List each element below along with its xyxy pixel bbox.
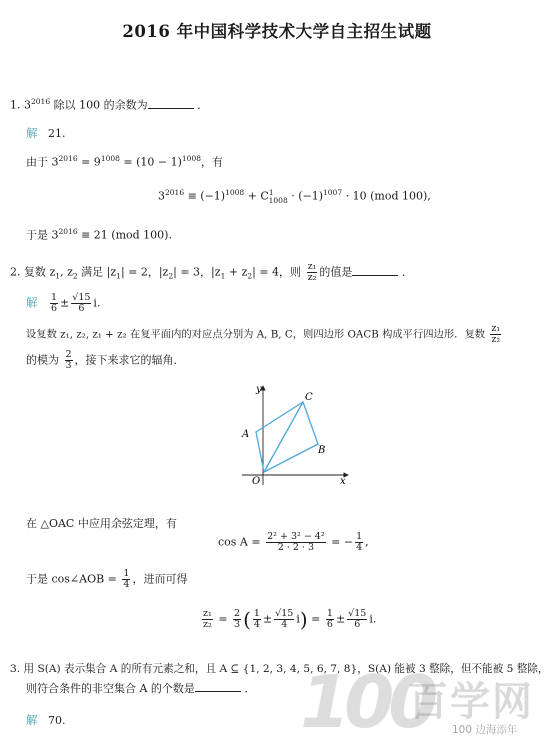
q1-answer: 解 21. [26,126,66,140]
label-c: C [305,392,313,403]
page-title: 2016 年中国科学技术大学自主招生试题 [122,22,432,41]
q1-number: 1. [10,98,21,112]
q3-line-2: 则符合条件的非空集合 A 的个数是 ． [26,682,256,695]
question-3: 3. 用 S(A) 表示集合 A 的所有元素之和，且 A ⊆ {1, 2, 3, 4, 5, 6, 7, 8}，S(A) 能被 3 整除，但不能被 5 整除， [10,663,549,675]
question-2: 2. 复数 $z_1$, $z_2$ 满足 $|z_1| = 2$，$|z_2| = 3$，$|z_1 + z_2| = 4$，则 $\frac{\text{z₁}}{\text{z₂}}$ 的值是 ． [10,261,413,283]
fraction: $\frac{\text{z₁}}{\text{z₂}}$ [307,261,317,283]
q2-para-3: 在 △OAC 中应用余弦定理，有 [26,517,177,530]
q2-answer-blank [352,266,398,276]
watermark-text: 百学网 [408,679,534,725]
label-y: y [256,384,262,395]
q2-para-1: 设复数 z₁, z₂, z₁ + z₂ 在复平面内的对应点分别为 A, B, C，则四边形 OACB 构成平行四边形．复数 $\frac{\text{z₁}}{\text{z₂}}$ [26,323,501,345]
label-x: x [340,476,346,487]
q1-answer-blank [148,99,194,109]
solution-label: 解 [26,126,38,140]
solution-label: 解 [26,713,38,727]
watermark-caption: 100 边海添年 [452,724,518,736]
q3-answer: 解 70. [26,713,66,727]
q1-line-2: 于是 $3^{2016} \equiv 21$ (mod 100). [26,227,172,242]
label-b: B [318,445,326,456]
label-o: O [252,476,261,487]
watermark-logo: 100 [300,660,433,744]
q3-answer-blank [195,682,241,692]
question-1: 1. $3^{2016}$ 除以 100 的余数为 ． [10,97,209,112]
final-equation: $\frac{\text{z₁}}{\text{z₂}}$ = $\frac{2}{3}$ ( $\frac{1}{4}$ ± $\frac{√15}{4}$ i) = $\frac{1}{6}$ ± $\frac{√15}{6}$ i. [203,607,377,632]
solution-label: 解 [26,295,38,310]
parallelogram-diagram [230,380,360,490]
q3-number: 3. [10,663,21,675]
q2-para-2: 的模为 $\frac{2}{3}$ ，接下来求它的辐角． [26,349,185,371]
q1-line-1: 由于 $3^{2016} = 9^{1008} = (10 - 1)^{1008}$，有 [26,154,223,169]
q2-number: 2. [10,265,21,279]
q2-answer: 解 $\frac{1}{6}$ ± $\frac{√15}{6}$ i. [26,292,101,314]
q1-equation: $3^{2016} \equiv (-1)^{1008} + C^1_{1008} \cdot (-1)^{1007} \cdot 10$ (mod 100), [158,188,431,205]
label-a: A [242,429,250,440]
cosine-law-equation: cos A = $\frac{\text{2² + 3² − 4²}}{2 \cdot 2 \cdot 3}$ = − $\frac{1}{4}$ , [218,531,369,553]
q2-para-4: 于是 cos∠AOB = $\frac{1}{4}$ ，进而可得 [26,568,188,590]
parallelogram [256,402,318,472]
